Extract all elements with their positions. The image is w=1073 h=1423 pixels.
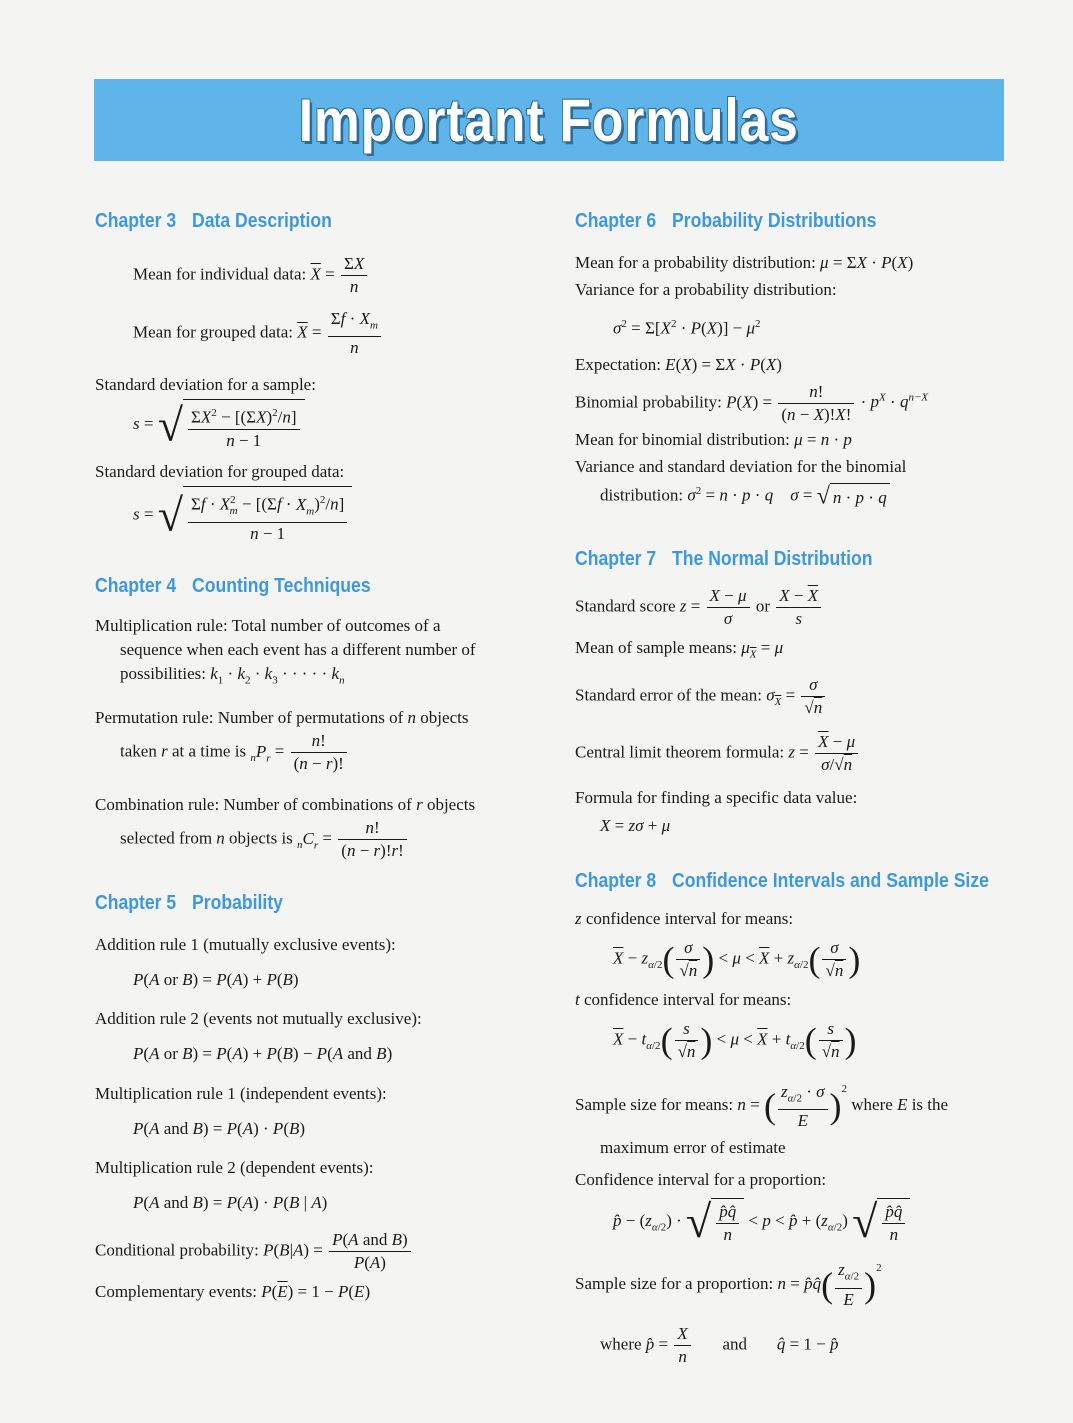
binomial-variance-line-1: Variance and standard deviation for the binomial <box>575 456 907 476</box>
t-ci-formula: $\overline{X} - t_{\alpha/2}$( $\frac{s}{√n}$ ) < $\mu < \overline{X} + t_{\alpha/2}$( $\frac{s}{√n}$ ) <box>613 1019 857 1062</box>
complementary-events: Complementary events: $P(\overline{E}) = 1 - P(E)$ <box>95 1282 371 1302</box>
mult-rule-2-label: Multiplication rule 2 (dependent events): <box>95 1158 374 1178</box>
title-banner <box>94 79 1004 161</box>
left-column <box>95 210 535 1304</box>
sd-grouped-label: Standard deviation for grouped data: <box>95 462 345 482</box>
mean-individual-formula: Mean for individual data: $\overline{X}$ = $\frac{\Sigma X}{n}$ <box>95 253 535 298</box>
specific-data-value-formula: X = zσ + μ <box>600 816 671 836</box>
central-limit-theorem: Central limit theorem formula: z = $\frac{\overline{X} - \mu}{\sigma/√n}$ <box>575 731 1005 776</box>
standard-error: Standard error of the mean: $\sigma_{\overline{X}}$ = $\frac{\sigma}{√n}$ <box>575 674 1005 719</box>
chapter-3-heading: Chapter 3 Data Description <box>95 210 332 232</box>
prob-dist-mean: Mean for a probability distribution: μ = ΣX · P(X) <box>575 253 914 272</box>
chapter-6-heading: Chapter 6 Probability Distributions <box>575 210 877 232</box>
specific-data-value-label: Formula for finding a specific data value: <box>575 788 858 808</box>
addition-rule-1-label: Addition rule 1 (mutually exclusive events): <box>95 935 396 955</box>
binomial-mean: Mean for binomial distribution: μ = n · p <box>575 429 852 449</box>
t-ci-label: t confidence interval for means: <box>575 990 792 1010</box>
perm-rule-line-1: Permutation rule: Number of permutations of n objects <box>95 708 469 728</box>
mult-rule-line-1: Multiplication rule: Total number of outcomes of a <box>95 616 441 636</box>
sample-size-means: Sample size for means: n = ( $\frac{z_{\alpha/2} \cdot \sigma}{E}$ )$^2$ where E is the <box>575 1081 949 1131</box>
ci-proportion-formula: p̂ − $(z_{\alpha/2})$ · √ $\frac{p̂q̂}{n}$ < p < p̂ + $(z_{\alpha/2})$ √ $\frac{p̂q̂}{n}$ <box>575 1198 1005 1246</box>
mean-of-sample-means: Mean of sample means: $\mu_{\overline{X}} = \mu$ <box>575 637 784 661</box>
comb-rule-line-2: selected from n objects is $_nC_r$ = $\frac{n!}{(n - r)!r!}$ <box>95 817 535 862</box>
z-ci-label: z confidence interval for means: <box>575 909 794 929</box>
chapter-8-heading: Chapter 8 Confidence Intervals and Sample Size <box>575 870 989 893</box>
sample-size-proportion: Sample size for a proportion: n = p̂q̂( $\frac{z_{\alpha/2}}{E}$ )$^2$ <box>575 1260 882 1309</box>
right-column <box>575 210 1005 1368</box>
chapter-5-section <box>95 892 535 1304</box>
addition-rule-1-formula: P(A or B) = P(A) + P(B) <box>133 970 299 990</box>
prob-dist-variance-label: Variance for a probability distribution: <box>575 280 837 299</box>
sample-size-means-note: maximum error of estimate <box>600 1138 786 1158</box>
mult-rule-1-label: Multiplication rule 1 (independent events): <box>95 1084 387 1104</box>
mult-rule-line-3: possibilities: $k_1 \cdot k_2 \cdot k_3$ · · · · · $k_n$ <box>120 664 345 687</box>
mult-rule-2-formula: P(A and B) = P(A) · P(B | A) <box>133 1193 328 1213</box>
sd-sample-label: Standard deviation for a sample: <box>95 375 316 395</box>
p-hat-definitions: where p̂ = $\frac{X}{n}$ and q̂ = 1 − p̂ <box>600 1323 839 1366</box>
z-ci-formula: $\overline{X} - z_{\alpha/2}$( $\frac{\sigma}{√n}$ ) < $\mu < \overline{X} + z_{\alpha/2}$( $\frac{\sigma}{√n}$ ) <box>613 938 861 981</box>
sd-grouped-formula: s = √ $\frac{\Sigma f \cdot X^2_m - [(\Sigma f \cdot X_m)^2/n]}{n - 1}$ <box>95 486 535 545</box>
chapter-7-heading: Chapter 7 The Normal Distribution <box>575 547 873 570</box>
binomial-probability: Binomial probability: P(X) = $\frac{n!}{(n - X)!X!}$ · $p^X \cdot q^{n-X}$ <box>575 381 929 424</box>
ci-proportion-label: Confidence interval for a proportion: <box>575 1170 827 1190</box>
addition-rule-2-formula: P(A or B) = P(A) + P(B) − P(A and B) <box>133 1044 393 1064</box>
addition-rule-2-label: Addition rule 2 (events not mutually exclusive): <box>95 1009 422 1029</box>
prob-dist-variance-formula: $\sigma^2 = \Sigma[X^2 \cdot P(X)] - \mu^2$ <box>613 318 761 338</box>
conditional-probability: Conditional probability: P(B|A) = $\frac{\text{P(A and B)}}{P(A)}$ <box>95 1229 535 1274</box>
chapter-3-section <box>95 210 535 545</box>
expectation: Expectation: E(X) = ΣX · P(X) <box>575 354 782 374</box>
chapter-4-section <box>95 575 535 862</box>
perm-rule-line-2: taken r at a time is $_nP_r$ = $\frac{n!}{(n - r)!}$ <box>95 730 535 775</box>
chapter-5-heading: Chapter 5 Probability <box>95 892 283 915</box>
standard-score: Standard score z = $\frac{X - \mu}{\sigma}$ or $\frac{X - \overline{X}}{s}$ <box>575 585 1005 630</box>
chapter-7-section <box>575 548 1005 838</box>
comb-rule-line-1: Combination rule: Number of combinations of r objects <box>95 795 476 815</box>
sd-sample-formula: s = √ $\frac{\Sigma X^2 - [(\Sigma X)^2/n]}{n - 1}$ <box>95 399 535 452</box>
mult-rule-line-2: sequence when each event has a different number of <box>120 640 476 660</box>
chapter-6-section <box>575 210 1005 510</box>
chapter-4-heading: Chapter 4 Counting Techniques <box>95 575 371 598</box>
mult-rule-1-formula: P(A and B) = P(A) · P(B) <box>133 1119 306 1139</box>
mean-grouped-formula: Mean for grouped data: $\overline{X}$ = $\frac{\Sigma f \cdot X_m}{n}$ <box>95 308 535 359</box>
page-title: Important Formulas <box>298 86 799 154</box>
chapter-8-section <box>575 870 1005 1368</box>
binomial-variance-line-2: distribution: $\sigma^2 = n \cdot p \cdot q$ σ = √ n · p · q <box>575 479 1005 510</box>
